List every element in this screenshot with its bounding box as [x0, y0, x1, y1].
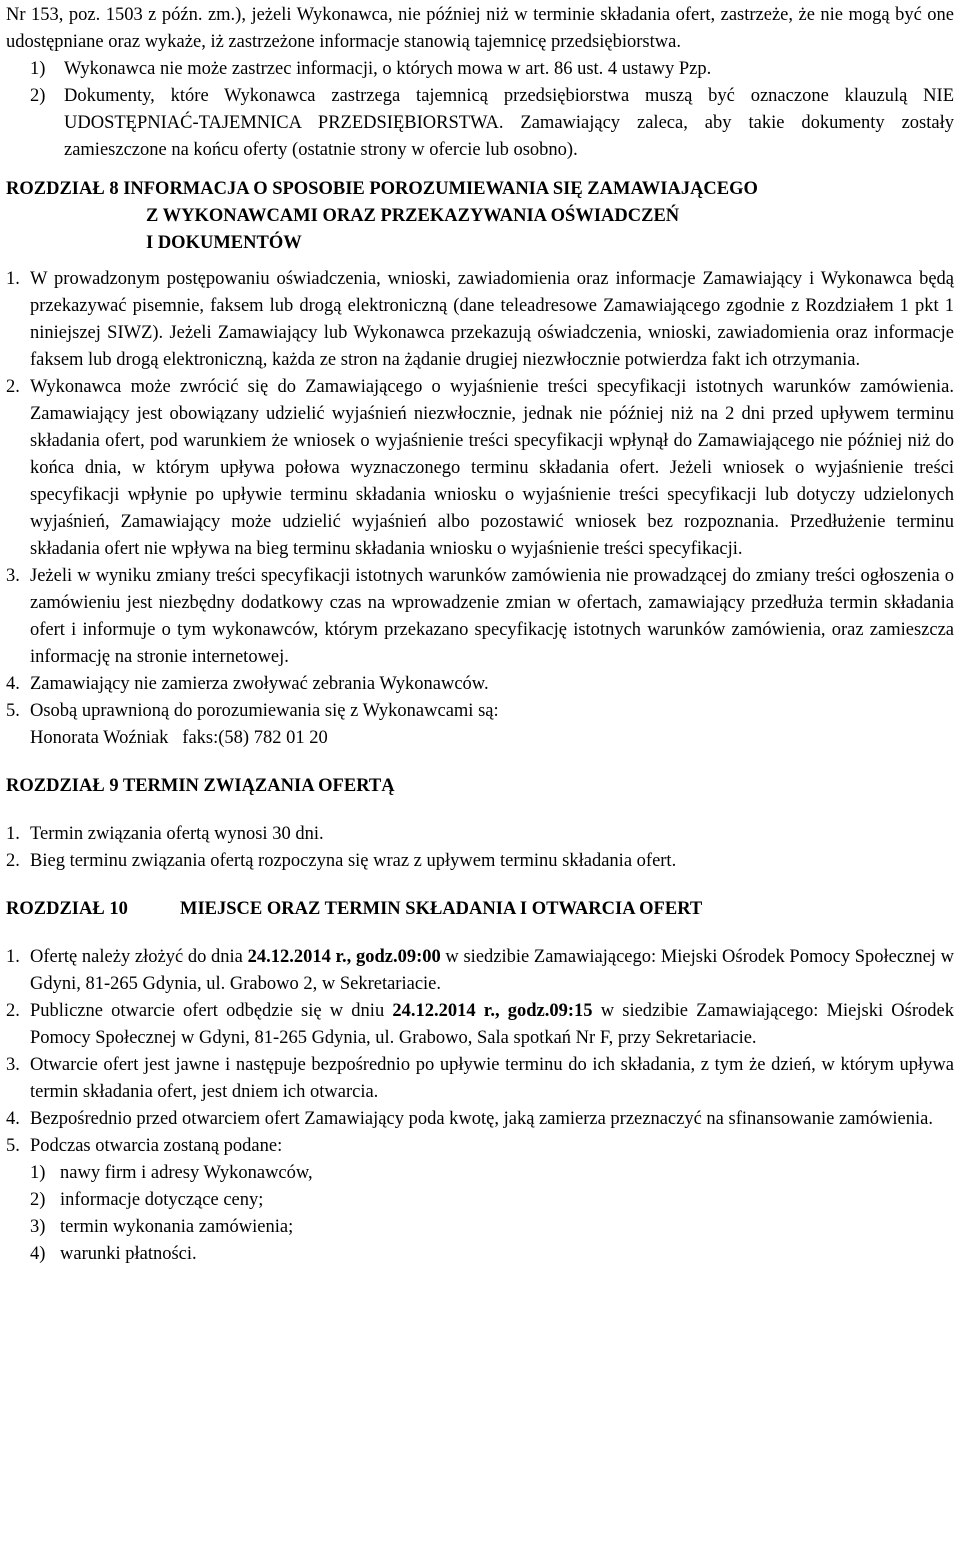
item-number: 1. [6, 947, 20, 967]
chapter-10-title: MIEJSCE ORAZ TERMIN SKŁADANIA I OTWARCIA OFERT [180, 899, 703, 919]
list-item [6, 266, 954, 374]
chapter-8-heading-line3: I DOKUMENTÓW [146, 233, 302, 253]
item-number: 3) [30, 1217, 46, 1237]
item-number: 5. [6, 1136, 20, 1156]
opening-date: 24.12.2014 r., godz.09:15 [392, 1001, 593, 1021]
item-text: W prowadzonym postępowaniu oświadczenia, wnioski, zawiadomienia oraz informacje Zamawiający i Wykonawca będą przekazywać pisemnie, faksem lub drogą elektroniczną (dane teleadresowe Zamawiającego zgodnie z Rozdziałem 1 pkt 1 niniejszej SIWZ). Jeżeli Zamawiający lub Wykonawca przekazują oświadczenia, wnioski, zawiadomienia oraz informacje faksem lub drogą elektroniczną, każda ze stron na żądanie drugiej niezwłocznie potwierdza fakt ich otrzymania. [30, 269, 954, 370]
chapter-8-heading-line2: Z WYKONAWCAMI ORAZ PRZEKAZYWANIA OŚWIADCZEŃ [146, 206, 680, 226]
item-text: Bieg terminu związania ofertą rozpoczyna się wraz z upływem terminu składania ofert. [30, 851, 677, 871]
chapter-10-label: ROZDZIAŁ 10 [6, 899, 128, 919]
item-number: 2) [30, 1190, 46, 1210]
chapter-8-heading [6, 176, 954, 257]
item-text: Osobą uprawnioną do porozumiewania się z Wykonawcami są: [30, 701, 499, 721]
deadline-date: 24.12.2014 r., godz.09:00 [247, 947, 441, 967]
item-number: 1. [6, 824, 20, 844]
item-text: warunki płatności. [60, 1244, 197, 1264]
list-item [6, 1160, 954, 1187]
item-number: 1) [30, 59, 46, 79]
list-item [6, 821, 954, 848]
item-number: 1) [30, 1163, 46, 1183]
item-text: termin wykonania zamówienia; [60, 1217, 294, 1237]
item-number: 1. [6, 269, 20, 289]
item-text [30, 944, 954, 998]
list-item [6, 998, 954, 1052]
item-text: nawy firm i adresy Wykonawców, [60, 1163, 313, 1183]
contact-person [6, 725, 954, 752]
list-item [6, 1052, 954, 1106]
item-text: informacje dotyczące ceny; [60, 1190, 264, 1210]
item-number: 2. [6, 851, 20, 871]
list-item [6, 1241, 954, 1268]
item-text: Zamawiający nie zamierza zwoływać zebrania Wykonawców. [30, 674, 489, 694]
list-item [6, 1214, 954, 1241]
item-text-part: Publiczne otwarcie ofert odbędzie się w dniu [30, 1001, 393, 1021]
item-number: 4. [6, 674, 20, 694]
item-number: 2. [6, 377, 20, 397]
list-item [6, 1187, 954, 1214]
item-number: 3. [6, 566, 20, 586]
list-item [6, 83, 954, 164]
list-item [6, 374, 954, 563]
item-text: Wykonawca nie może zastrzec informacji, o których mowa w art. 86 ust. 4 ustawy Pzp. [64, 59, 712, 79]
item-text-part: Ofertę należy złożyć do dnia [30, 947, 248, 967]
item-number: 2) [30, 86, 46, 106]
item-text: Jeżeli w wyniku zmiany treści specyfikacji istotnych warunków zamówienia nie prowadzącej do zmiany treści ogłoszenia o zamówieniu jest niezbędny dodatkowy czas na wprowadzenie zmian w ofertach, zamawiający przedłuża termin składania ofert i informuje o tym wykonawców, którym przekazano specyfikację istotnych warunków zamówienia, oraz zamieszcza informację na stronie internetowej. [30, 566, 954, 667]
item-text: Otwarcie ofert jest jawne i następuje bezpośrednio po upływie terminu do ich składania, z tym że dzień, w którym upływa termin składania ofert, jest dniem ich otwarcia. [30, 1055, 954, 1102]
list-item [6, 563, 954, 671]
list-item [6, 671, 954, 698]
contact-text: Honorata Woźniak faks:(58) 782 01 20 [30, 728, 328, 748]
item-text: Bezpośrednio przed otwarciem ofert Zamawiający poda kwotę, jaką zamierza przeznaczyć na sfinansowanie zamówienia. [30, 1109, 933, 1129]
item-text: Dokumenty, które Wykonawca zastrzega tajemnicą przedsiębiorstwa muszą być oznaczone klauzulą NIE UDOSTĘPNIAĆ-TAJEMNICA PRZEDSIĘBIORSTWA. Zamawiający zaleca, aby takie dokumenty zostały zamieszczone na końcu oferty (ostatnie strony w ofercie lub osobno). [64, 86, 954, 160]
item-text: Termin związania ofertą wynosi 30 dni. [30, 824, 324, 844]
intro-continuation: Nr 153, poz. 1503 z późn. zm.), jeżeli Wykonawca, nie później niż w terminie składania ofert, zastrzeże, że nie mogą być one udostępniane oraz wykaże, iż zastrzeżone informacje stanowią tajemnicę przedsiębiorstwa. [6, 5, 954, 52]
list-item [6, 56, 954, 83]
list-item [6, 944, 954, 998]
item-number: 2. [6, 1001, 20, 1021]
item-number: 3. [6, 1055, 20, 1075]
chapter-10-heading [6, 896, 954, 923]
item-text [30, 998, 954, 1052]
list-item [6, 698, 954, 725]
chapter-8-heading-line1: ROZDZIAŁ 8 INFORMACJA O SPOSOBIE POROZUMIEWANIA SIĘ ZAMAWIAJĄCEGO [6, 179, 758, 199]
item-number: 4) [30, 1244, 46, 1264]
item-text: Podczas otwarcia zostaną podane: [30, 1136, 283, 1156]
list-item [6, 848, 954, 875]
item-number: 5. [6, 701, 20, 721]
chapter-9-heading: ROZDZIAŁ 9 TERMIN ZWIĄZANIA OFERTĄ [6, 776, 395, 796]
item-text-part: w siedzibie Zamawiającego: Miejski Ośrodek Pomocy Społecznej w Gdyni, 81-265 Gdynia, ul. Grabowo 2, w Sekretariacie. [30, 947, 954, 994]
item-text-part: w siedzibie Zamawiającego: Miejski Ośrodek Pomocy Społecznej w Gdyni, 81-265 Gdynia, ul. Grabowo, Sala spotkań Nr F, przy Sekretariacie. [30, 1001, 954, 1048]
list-item [6, 1106, 954, 1133]
list-item [6, 1133, 954, 1160]
item-number: 4. [6, 1109, 20, 1129]
item-text: Wykonawca może zwrócić się do Zamawiającego o wyjaśnienie treści specyfikacji istotnych warunków zamówienia. Zamawiający jest obowiązany udzielić wyjaśnień niezwłocznie, jednak nie później niż na 2 dni przed upływem terminu składania ofert, pod warunkiem że wniosek o wyjaśnienie treści specyfikacji wpłynął do Zamawiającego nie później niż do końca dnia, w którym upływa połowa wyznaczonego terminu składania ofert. Jeżeli wniosek o wyjaśnienie treści specyfikacji wpłynie po upływie terminu składania wniosku o wyjaśnienie treści specyfikacji lub dotyczy udzielonych wyjaśnień, Zamawiający może udzielić wyjaśnień albo pozostawić wniosek bez rozpoznania. Przedłużenie terminu składania ofert nie wpływa na bieg terminu składania wniosku o wyjaśnienie treści specyfikacji. [30, 377, 954, 559]
